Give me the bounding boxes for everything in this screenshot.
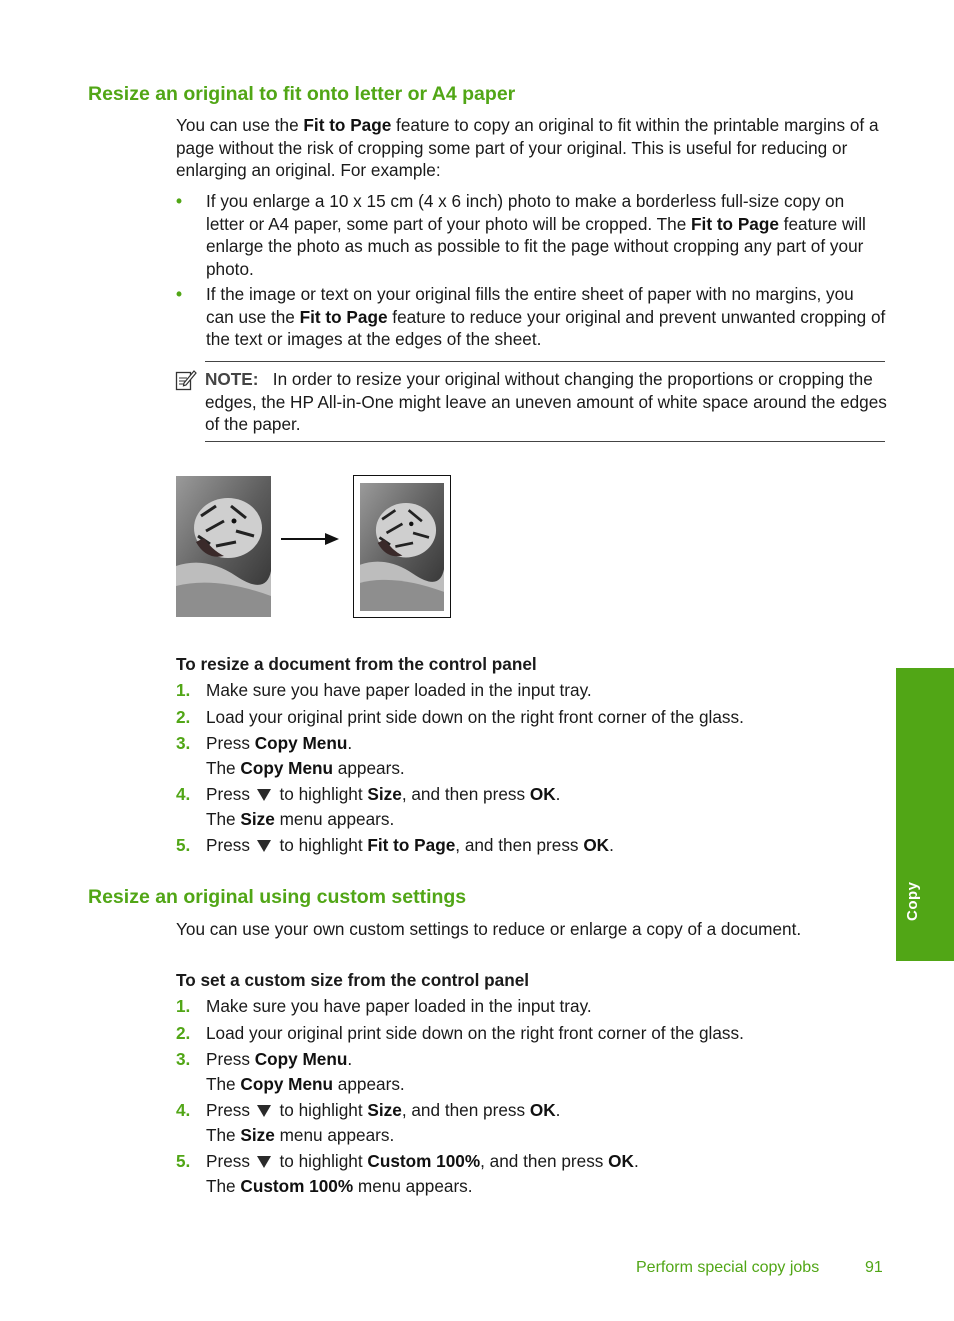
step-bold: Size <box>367 1100 402 1120</box>
step-number: 5. <box>176 1151 191 1171</box>
step-number: 3. <box>176 1049 191 1069</box>
step-text-part: The <box>206 1124 241 1145</box>
intro-text: You can use the <box>176 115 304 135</box>
step-text-part: . <box>555 1100 561 1120</box>
step-bold: Fit to Page <box>367 835 456 855</box>
step-text-part: Make sure you have paper loaded in the input tray. <box>206 680 592 700</box>
step-bold: Custom 100% <box>367 1151 481 1171</box>
step-number: 1. <box>176 680 191 700</box>
note-top-rule <box>205 361 885 362</box>
step-text-part: appears. <box>333 757 405 778</box>
step-text-part: . <box>555 784 561 804</box>
note-bottom-rule <box>205 441 885 442</box>
note-text <box>205 368 887 436</box>
step-number: 2. <box>176 1023 191 1043</box>
step-text <box>206 679 886 702</box>
step-bold: Size <box>367 784 402 804</box>
step-text-part: The <box>206 1175 241 1196</box>
step-number: 3. <box>176 733 191 753</box>
bullet-dot: • <box>176 284 183 304</box>
note-body: In order to resize your original without changing the proportions or cropping the edges, the HP All-in-One might leave an uneven amount of white space around the edges of the paper. <box>205 369 887 435</box>
step-bold: Copy Menu <box>254 733 348 753</box>
section-heading-fit-to-page: Resize an original to fit onto letter or A4 paper <box>88 83 516 105</box>
down-arrow-icon <box>257 789 271 801</box>
intro-paragraph: You can use your own custom settings to reduce or enlarge a copy of a document. <box>176 919 802 939</box>
bullet-text-part: feature will enlarge the photo as much as possible to fit the page without cropping any part of your photo. <box>206 213 866 279</box>
step-bold: Size <box>240 1124 275 1145</box>
step-text-part: Load your original print side down on the right front corner of the glass. <box>206 1023 744 1043</box>
step-text <box>206 1022 886 1045</box>
intro-text: feature to copy an original to fit within the printable margins of a page without the risk of cropping some part of your original. This is useful for reducing or enlarging an original. For example: <box>176 115 879 181</box>
step-number: 2. <box>176 707 191 727</box>
step-bold: Copy Menu <box>254 1049 348 1069</box>
step-text-part: . <box>609 835 614 855</box>
step-text-part: Press <box>206 784 255 804</box>
step-text-part: The <box>206 1073 241 1094</box>
step-text-part: , and then press <box>401 784 530 804</box>
step-text-part: Press <box>206 1049 255 1069</box>
resized-photo <box>360 483 444 611</box>
down-arrow-icon <box>257 1105 271 1117</box>
chapter-side-tab-label: Copy <box>904 881 921 921</box>
step-result <box>206 808 394 831</box>
step-text-part: to highlight <box>274 1100 368 1120</box>
step-text <box>206 834 886 857</box>
step-result <box>206 1124 394 1147</box>
down-arrow-icon <box>257 1156 271 1168</box>
bullet-text <box>206 190 886 280</box>
bullet-bold: Fit to Page <box>691 213 779 234</box>
step-text-part: menu appears. <box>274 808 395 829</box>
fit-to-page-result <box>353 475 451 618</box>
bullet-text-part: If the image or text on your original fills the entire sheet of paper with no margins, you can use the <box>206 284 854 327</box>
step-bold: OK <box>583 835 610 855</box>
step-text-part: , and then press <box>455 835 584 855</box>
step-bold: OK <box>529 1100 556 1120</box>
bullet-text-part: If you enlarge a 10 x 15 cm (4 x 6 inch) photo to make a borderless full-size copy on letter or A4 paper, some part of your photo will be cropped. The <box>206 191 845 234</box>
bullet-bold: Fit to Page <box>299 306 388 327</box>
step-text <box>206 732 886 779</box>
step-text-part: to highlight <box>274 1151 368 1171</box>
step-bold: Size <box>240 808 275 829</box>
step-text-part: Press <box>206 1151 255 1171</box>
step-text <box>206 1150 886 1197</box>
step-text-part: Press <box>206 835 255 855</box>
step-text <box>206 1048 886 1095</box>
intro-paragraph <box>176 114 886 182</box>
step-text-part: . <box>347 733 353 753</box>
step-text-part: Press <box>206 733 255 753</box>
step-text-part: The <box>206 808 241 829</box>
step-text-part: . <box>347 1049 353 1069</box>
step-text <box>206 1099 886 1146</box>
step-text-part: menu appears. <box>274 1124 395 1145</box>
bullet-dot: • <box>176 191 183 211</box>
down-arrow-icon <box>257 840 271 852</box>
step-text-part: The <box>206 757 241 778</box>
step-text-part: menu appears. <box>353 1175 473 1196</box>
step-text-part: appears. <box>333 1073 405 1094</box>
step-text-part: to highlight <box>274 835 368 855</box>
bullet-text-part: feature to reduce your original and prevent unwanted cropping of the text or images at the edges of the sheet. <box>206 306 886 350</box>
step-bold: OK <box>608 1151 634 1171</box>
step-number: 4. <box>176 784 191 804</box>
step-bold: Copy Menu <box>240 757 334 778</box>
step-text-part: to highlight <box>274 784 368 804</box>
step-result <box>206 1175 473 1198</box>
step-result <box>206 1073 405 1096</box>
procedure-title: To set a custom size from the control panel <box>176 970 530 990</box>
step-number: 4. <box>176 1100 191 1120</box>
original-photo <box>176 476 271 617</box>
step-bold: Copy Menu <box>240 1073 334 1094</box>
note-label: NOTE: <box>205 369 259 389</box>
step-text-part: . <box>633 1151 639 1171</box>
bullet-text <box>206 283 886 351</box>
step-text-part: Load your original print side down on the right front corner of the glass. <box>206 707 744 727</box>
step-bold: Custom 100% <box>240 1175 354 1196</box>
step-text <box>206 706 886 729</box>
step-text-part: Make sure you have paper loaded in the input tray. <box>206 996 592 1016</box>
step-number: 1. <box>176 996 191 1016</box>
step-text-part: Press <box>206 1100 255 1120</box>
chapter-side-tab <box>896 668 954 961</box>
note-icon <box>175 369 197 391</box>
step-result <box>206 757 405 780</box>
page-number: 91 <box>865 1259 883 1276</box>
step-text <box>206 783 886 830</box>
procedure-title: To resize a document from the control panel <box>176 654 537 674</box>
step-bold: OK <box>529 784 556 804</box>
footer-chapter-title: Perform special copy jobs <box>636 1259 820 1276</box>
intro-bold: Fit to Page <box>303 115 392 135</box>
step-text <box>206 995 886 1018</box>
step-number: 5. <box>176 835 191 855</box>
section-heading-custom-settings: Resize an original using custom settings <box>88 886 467 908</box>
step-text-part: , and then press <box>480 1151 609 1171</box>
step-text-part: , and then press <box>401 1100 530 1120</box>
right-arrow-icon <box>281 531 341 547</box>
